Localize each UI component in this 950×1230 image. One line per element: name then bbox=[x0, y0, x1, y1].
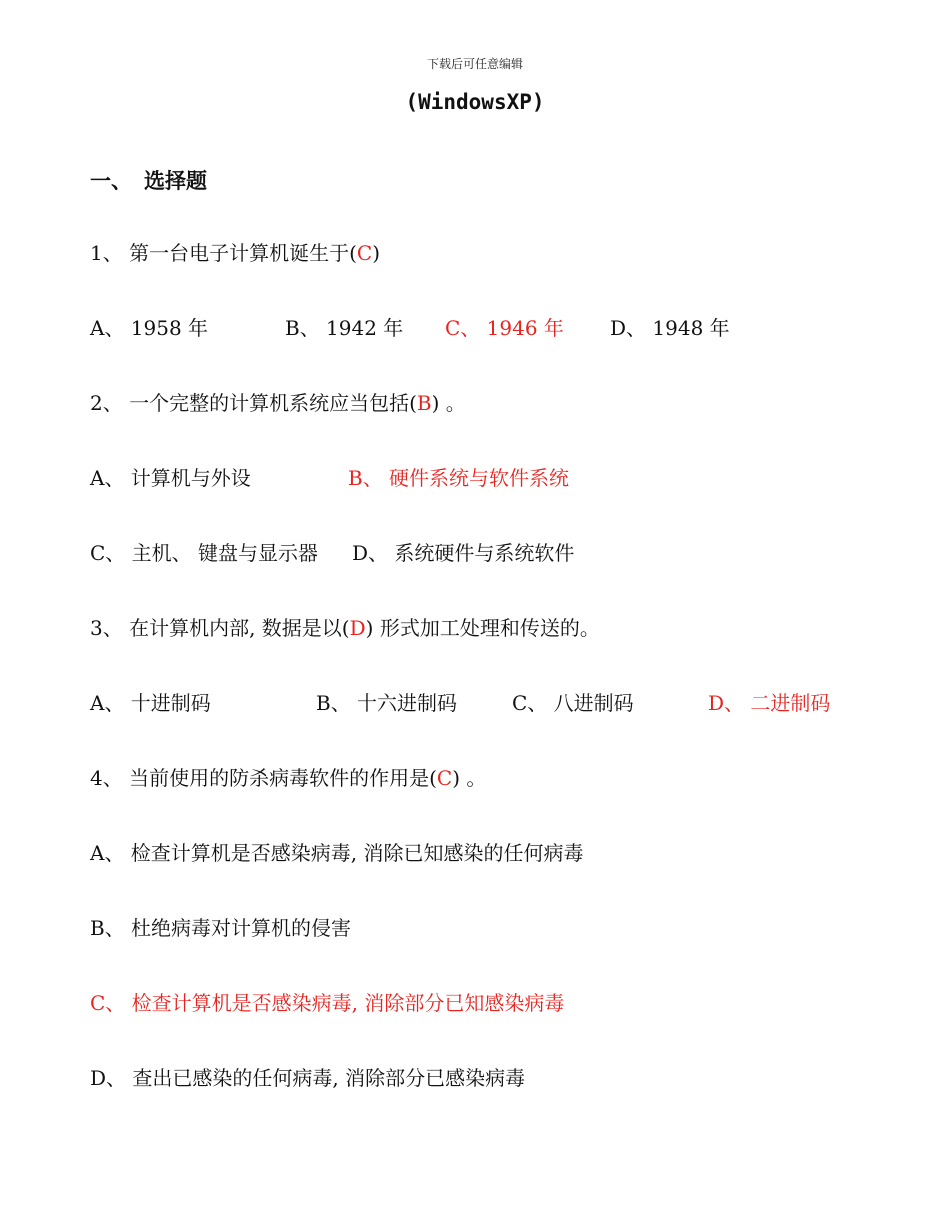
option-3c: C、 八进制码 bbox=[512, 691, 634, 715]
option-2c: C、 主机、 键盘与显示器 bbox=[90, 541, 319, 565]
question-2-options-row1 bbox=[90, 463, 850, 493]
question-3-text: 3、 在计算机内部, 数据是以( bbox=[90, 616, 350, 640]
question-1-answer: C bbox=[356, 241, 373, 265]
option-1d: D、 1948 年 bbox=[610, 316, 730, 340]
question-4-close: ) 。 bbox=[452, 766, 487, 790]
question-3-close: ) 形式加工处理和传送的。 bbox=[365, 616, 600, 640]
document-title: (WindowsXP) bbox=[405, 90, 545, 114]
option-3b: B、 十六进制码 bbox=[316, 691, 458, 715]
section-label: 选择题 bbox=[144, 169, 207, 193]
option-1b: B、 1942 年 bbox=[285, 316, 404, 340]
section-heading bbox=[90, 165, 207, 195]
question-4-answer: C bbox=[436, 766, 453, 790]
option-1c-correct: C、 1946 年 bbox=[445, 316, 564, 340]
option-4a: A、 检查计算机是否感染病毒, 消除已知感染的任何病毒 bbox=[90, 841, 584, 865]
question-4-stem bbox=[90, 763, 486, 793]
question-1-text: 1、 第一台电子计算机诞生于( bbox=[90, 241, 357, 265]
option-4b: B、 杜绝病毒对计算机的侵害 bbox=[90, 916, 352, 940]
question-4-text: 4、 当前使用的防杀病毒软件的作用是( bbox=[90, 766, 437, 790]
question-3-stem bbox=[90, 613, 600, 643]
question-2-answer: B bbox=[416, 391, 432, 415]
question-2-options-row2 bbox=[90, 538, 850, 568]
question-3-answer: D bbox=[349, 616, 366, 640]
option-2b-correct: B、 硬件系统与软件系统 bbox=[348, 466, 570, 490]
question-3-options bbox=[90, 688, 860, 718]
option-4d: D、 查出已感染的任何病毒, 消除部分已感染病毒 bbox=[90, 1066, 526, 1090]
question-1-stem bbox=[90, 238, 380, 268]
option-4c-correct: C、 检查计算机是否感染病毒, 消除部分已知感染病毒 bbox=[90, 991, 565, 1015]
page-header-note: 下载后可任意编辑 bbox=[426, 57, 523, 71]
question-1-close: ) bbox=[372, 241, 381, 265]
option-1a: A、 1958 年 bbox=[90, 316, 209, 340]
question-2-stem bbox=[90, 388, 466, 418]
option-2a: A、 计算机与外设 bbox=[90, 466, 251, 490]
option-3a: A、 十进制码 bbox=[90, 691, 211, 715]
question-1-options bbox=[90, 313, 850, 343]
section-number: 一、 bbox=[90, 169, 132, 193]
option-2d: D、 系统硬件与系统软件 bbox=[352, 541, 575, 565]
question-2-close: ) 。 bbox=[431, 391, 466, 415]
option-3d-correct: D、 二进制码 bbox=[708, 691, 831, 715]
question-2-text: 2、 一个完整的计算机系统应当包括( bbox=[90, 391, 417, 415]
